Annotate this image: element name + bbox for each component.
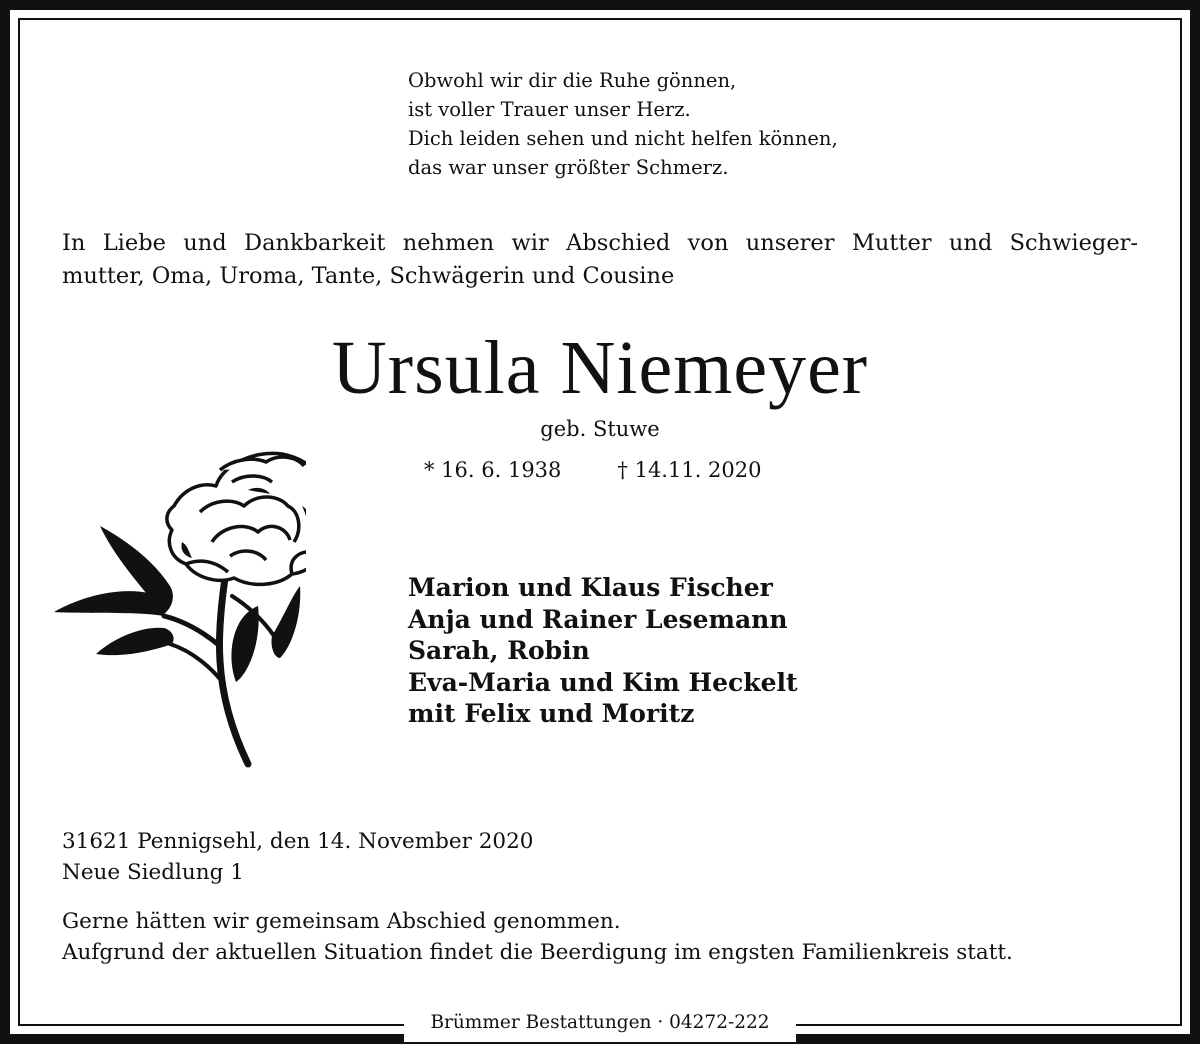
address-block <box>62 826 533 888</box>
birth-date: * 16. 6. 1938 <box>424 458 562 482</box>
intro-line-2: mutter, Oma, Uroma, Tante, Schwägerin und Cousine <box>62 263 675 289</box>
family-line: Marion und Klaus Fischer <box>408 573 773 602</box>
family-line: Sarah, Robin <box>408 636 590 665</box>
family-line: Eva-Maria und Kim Heckelt <box>408 667 798 697</box>
poem-line: Obwohl wir dir die Ruhe gönnen, <box>408 69 737 92</box>
family-names <box>408 572 798 730</box>
life-dates <box>424 455 762 485</box>
funeral-note <box>62 906 1013 968</box>
poem-line: Dich leiden sehen und nicht helfen können, <box>408 127 838 150</box>
poem-line: ist voller Trauer unser Herz. <box>408 98 691 121</box>
street: Neue Siedlung 1 <box>62 860 244 885</box>
death-date: † 14.11. 2020 <box>617 458 762 482</box>
note-line-2: Aufgrund der aktuellen Situation findet die Beerdigung im engsten Familienkreis statt. <box>62 940 1013 965</box>
rose-icon <box>52 446 306 776</box>
maiden-name: geb. Stuwe <box>540 417 660 441</box>
poem-line: das war unser größter Schmerz. <box>408 156 729 179</box>
intro-line-1: In Liebe und Dankbarkeit nehmen wir Abschied von unserer Mutter und Schwieger- <box>62 230 1138 256</box>
deceased-name: Ursula Niemeyer <box>331 326 869 410</box>
poem <box>408 66 838 182</box>
undertaker-footer: Brümmer Bestattungen · 04272-222 <box>430 1012 770 1033</box>
intro-text <box>62 227 1138 293</box>
family-line: Anja und Rainer Lesemann <box>408 604 788 634</box>
note-line-1: Gerne hätten wir gemeinsam Abschied genommen. <box>62 909 621 934</box>
family-line: mit Felix und Moritz <box>408 699 695 728</box>
place-date: 31621 Pennigsehl, den 14. November 2020 <box>62 829 534 854</box>
